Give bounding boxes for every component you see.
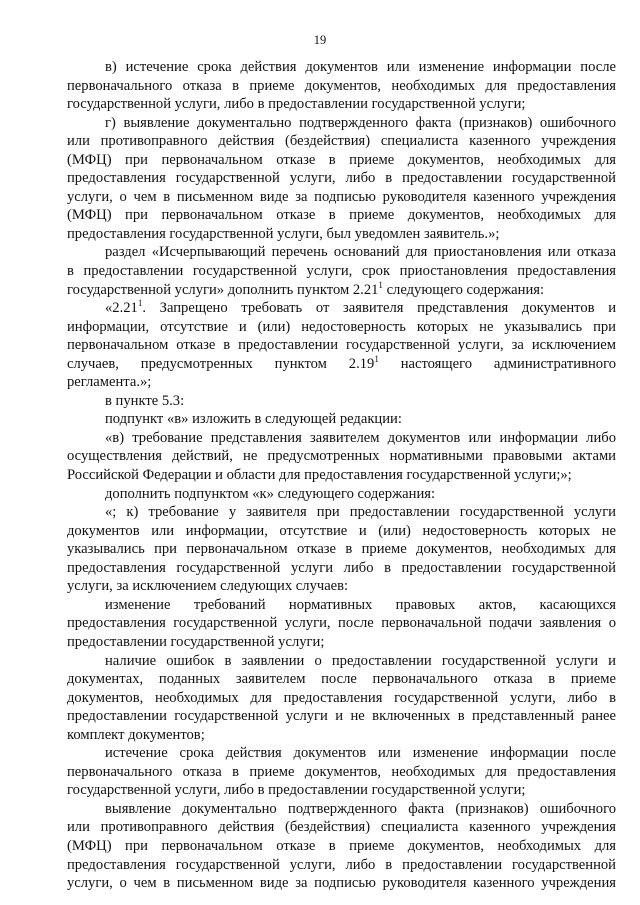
text-line-content: в) истечение срока действия документов или изменение информации после — [105, 59, 616, 75]
text-line — [67, 689, 616, 708]
text-line — [67, 781, 616, 800]
text-line — [67, 373, 616, 392]
text-line-content: предоставления государственной услуги либо в предоставлении государственной — [67, 559, 616, 576]
text-line-content: случаев, предусмотренных пунктом 2.19 — [67, 355, 375, 372]
text-line-content: предоставления государственной услуги, после первоначальной подачи заявления о — [67, 615, 616, 632]
text-line — [67, 355, 616, 374]
text-line-content: регламента.»; — [67, 374, 152, 391]
text-line-content: Российской Федерации и области для предоставления государственной услуги;»; — [67, 467, 572, 484]
text-line — [67, 58, 616, 77]
text-line — [67, 559, 616, 578]
text-line — [67, 485, 616, 504]
text-line-content: дополнить подпунктом «к» следующего содержания: — [105, 485, 436, 502]
text-line — [67, 744, 616, 763]
text-line-content: в пункте 5.3: — [105, 392, 185, 409]
text-line-content: документов или информации, отсутствие и (или) недостоверность которых не — [67, 522, 616, 539]
text-line-content: услуги, за исключением следующих случаев: — [67, 578, 349, 595]
text-line-content: «; к) требование у заявителя при предоставлении государственной услуги — [105, 504, 616, 521]
text-line — [67, 540, 616, 559]
text-line-content: предоставления государственной услуги, либо в предоставлении государственной — [67, 856, 616, 873]
text-line — [67, 447, 616, 466]
text-line-content: предоставлении государственной услуги и не включенных в представленный ранее — [67, 708, 616, 725]
text-line — [67, 652, 616, 671]
text-line — [67, 318, 616, 337]
text-line — [67, 633, 616, 652]
text-line-continuation: . Запрещено требовать от заявителя представления документов и — [142, 300, 616, 317]
text-line — [67, 596, 616, 615]
text-line — [67, 614, 616, 633]
text-line — [67, 299, 616, 318]
text-line — [67, 336, 616, 355]
text-line-content: государственной услуги, либо в предоставлении государственной услуги; — [67, 782, 526, 799]
text-line-content: первоначального отказа в приеме документов, необходимых для предоставления — [67, 77, 616, 94]
text-line — [67, 522, 616, 541]
text-line — [67, 206, 616, 225]
text-line-content: государственной услуги, либо в предоставлении государственной услуги; — [67, 96, 526, 113]
text-line-content: первоначальном отказе в предоставлении государственной услуги, за исключением — [67, 337, 616, 354]
text-line — [67, 466, 616, 485]
text-line-content: указывались при первоначальном отказе в приеме документов, необходимых для — [67, 541, 616, 558]
text-line — [67, 818, 616, 837]
text-line-content: или противоправного действия (бездействия) специалиста казенного учреждения — [67, 133, 616, 150]
text-line — [67, 726, 616, 745]
text-line-content: государственной услуги» дополнить пунктом 2.21 — [67, 281, 379, 298]
superscript-marker: 1 — [137, 298, 143, 309]
text-line — [67, 800, 616, 819]
text-line-content: г) выявление документально подтвержденного факта (признаков) ошибочного — [105, 114, 616, 131]
text-line-content: документов, необходимых для предоставления государственной услуги, либо в — [67, 689, 616, 706]
text-line-content: наличие ошибок в заявлении о предоставлении государственной услуги и — [105, 652, 616, 669]
text-line-content: информации, отсутствие и (или) недостоверность которых не указывались при — [67, 318, 616, 335]
text-line — [67, 262, 616, 281]
text-line-continuation: настоящего административного — [378, 355, 616, 372]
text-line-content: раздел «Исчерпывающий перечень оснований для приостановления или отказа — [105, 244, 616, 261]
text-line — [67, 503, 616, 522]
text-line — [67, 281, 616, 300]
text-line-continuation: следующего содержания: — [382, 281, 545, 298]
text-line — [67, 225, 616, 244]
text-line-content: предоставлении государственной услуги; — [67, 633, 325, 650]
text-line — [67, 169, 616, 188]
text-line — [67, 856, 616, 875]
text-line-content: или противоправного действия (бездействия) специалиста казенного учреждения — [67, 819, 616, 836]
superscript-marker: 1 — [374, 353, 379, 364]
text-line-content: (МФЦ) при первоначальном отказе в приеме документов, необходимых для — [67, 207, 616, 224]
text-line — [67, 874, 616, 893]
text-line-content: документах, поданных заявителем после первоначального отказа в приеме — [67, 671, 616, 688]
text-line-content: истечение срока действия документов или изменение информации после — [105, 745, 616, 762]
text-line — [67, 429, 616, 448]
text-line — [67, 670, 616, 689]
text-line — [67, 188, 616, 207]
text-line — [67, 243, 616, 262]
body-text — [67, 58, 616, 893]
text-line-content: предоставления государственной услуги, был уведомлен заявитель.»; — [67, 225, 500, 242]
text-line-content: изменение требований нормативных правовых актов, касающихся — [105, 596, 616, 613]
text-line-content: услуги, о чем в письменном виде за подписью руководителя казенного учреждения — [67, 188, 616, 205]
text-line-content: подпункт «в» изложить в следующей редакции: — [105, 411, 402, 428]
text-line-content: в предоставлении государственной услуги, срок приостановления предоставления — [67, 263, 616, 280]
text-line — [67, 410, 616, 429]
text-line — [67, 707, 616, 726]
text-line — [67, 837, 616, 856]
text-line — [67, 392, 616, 411]
text-line-content: (МФЦ) при первоначальном отказе в приеме документов, необходимых для — [67, 151, 616, 168]
text-line-content: комплект документов; — [67, 726, 205, 743]
text-line-content: «в) требование представления заявителем документов или информации либо — [105, 429, 616, 446]
text-line-content: предоставления государственной услуги, либо в предоставлении государственной — [67, 170, 616, 187]
superscript-marker: 1 — [378, 279, 383, 290]
text-line — [67, 77, 616, 96]
text-line-content: выявление документально подтвержденного факта (признаков) ошибочного — [105, 800, 616, 817]
text-line-content: услуги, о чем в письменном виде за подписью руководителя казенного учреждения — [67, 875, 616, 892]
text-line-content: «2.21 — [105, 300, 138, 317]
text-line — [67, 95, 616, 114]
text-line-content: (МФЦ) при первоначальном отказе в приеме документов, необходимых для — [67, 837, 616, 854]
text-line — [67, 132, 616, 151]
text-line — [67, 577, 616, 596]
text-line — [67, 114, 616, 133]
text-line — [67, 151, 616, 170]
text-line-content: осуществления действий, не предусмотренных нормативными правовыми актами — [67, 448, 616, 465]
text-line-content: первоначального отказа в приеме документов, необходимых для предоставления — [67, 763, 616, 780]
text-line — [67, 763, 616, 782]
page-number: 19 — [313, 33, 327, 47]
